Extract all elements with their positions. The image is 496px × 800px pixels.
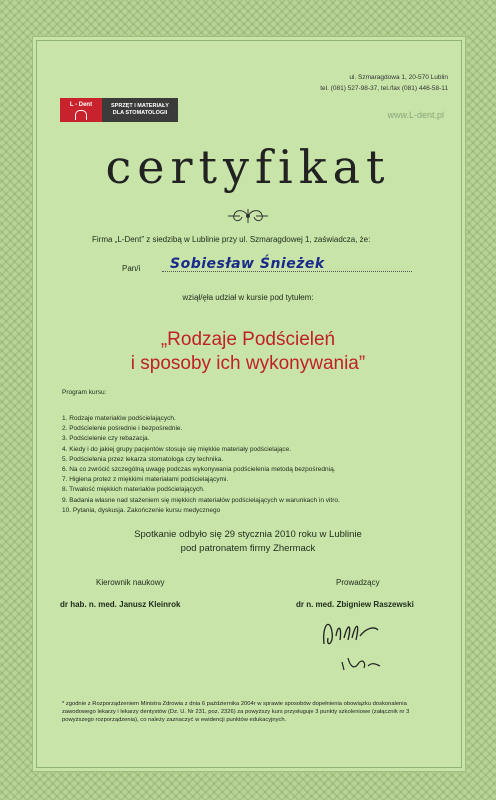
program-item: 7. Higiena protez z miękkimi materiałami podścielającymi. [62, 476, 229, 484]
program-item: 8. Trwałość miękkich materiałów podścielających. [62, 486, 205, 494]
logo-tagline-2: DLA STOMATOLOGII [112, 110, 168, 116]
program-item: 4. Kiedy i do jakiej grupy pacjentów stosuje się miękkie materiały podścielające. [62, 445, 292, 453]
course-title-line-1: „Rodzaje Podścieleń [160, 329, 336, 350]
footnote: * zgodnie z Rozporządzeniem Ministra Zdrowia z dnia 6 października 2004r w sprawie sposobów dopełnienia obowiązku doskonalenia zawodowego lekarzy i lekarzy dentystów (Dz. U. Nr 231, poz. 2326) za powyższy kurs przysługuje 3 punkty szkoleniowe (załącznik nr 3 powyższego rozporządzenia), co należy zaznaczyć w ewidencji punktów edukacyjnych. [62, 701, 410, 724]
lecturer-title: Prowadzący [336, 578, 380, 587]
course-title-line-2: i sposoby ich wykonywania” [130, 353, 366, 374]
ornament-icon [226, 205, 270, 227]
program-item: 9. Badania własne nad stażeniem się miękkich materiałów podścielających w warunkach in vitro. [62, 496, 340, 504]
lecturer-name: dr n. med. Zbigniew Raszewski [296, 600, 414, 609]
program-item: 5. Podścielenia przez lekarza stomatologa czy technika. [62, 455, 224, 463]
program-item: 1. Rodzaje materiałów podścielających. [62, 415, 176, 422]
intro-text: Firma „L-Dent” z siedzibą w Lublinie przy ul. Szmaragdowej 1, zaświadcza, że: [92, 235, 371, 244]
program-item: 6. Na co zwrócić szczególną uwagę podczas wykonywania podścielenia metodą bezpośrednią. [62, 466, 336, 474]
logo-mark [60, 98, 102, 122]
recipient-label: Pan/i [122, 264, 141, 273]
company-address [320, 72, 448, 94]
logo-name: L - Dent [69, 101, 93, 108]
meeting-line-1: Spotkanie odbyło się 29 stycznia 2010 roku w Lublinie [134, 529, 362, 540]
address-line: ul. Szmaragdowa 1, 20-570 Lublin [349, 74, 448, 81]
website-url: www.L-dent.pl [387, 110, 444, 120]
program-item: 3. Podścielenie czy rebazacja. [62, 435, 150, 443]
phone-line: tel. (081) 527-98-37, tel./fax (081) 446-58-11 [320, 85, 448, 92]
participation-text: wziął/ęła udział w kursie pod tytułem: [182, 293, 314, 302]
scientific-director-title: Kierownik naukowy [96, 578, 165, 587]
scientific-director-name: dr hab. n. med. Janusz Kleinrok [60, 600, 181, 609]
program-item: 10. Pytania, dyskusja. Zakończenie kursu medycznego [62, 506, 221, 514]
program-label: Program kursu: [62, 389, 107, 396]
logo-tagline [102, 98, 178, 122]
logo-tagline-1: SPRZĘT I MATERIAŁY [111, 103, 169, 109]
certificate-title: certyfikat [105, 140, 391, 194]
program-list [62, 414, 340, 516]
meeting-line-2: pod patronatem firmy Zhermack [180, 543, 316, 554]
recipient-name: Sobiesław Śnieżek [170, 256, 325, 272]
handwritten-signature [318, 614, 408, 676]
meeting-info [0, 528, 496, 556]
course-title [0, 328, 496, 376]
tooth-icon [75, 110, 87, 120]
program-item: 2. Podścielenie pośrednie i bezpośrednie. [62, 425, 183, 433]
company-logo [60, 98, 178, 122]
